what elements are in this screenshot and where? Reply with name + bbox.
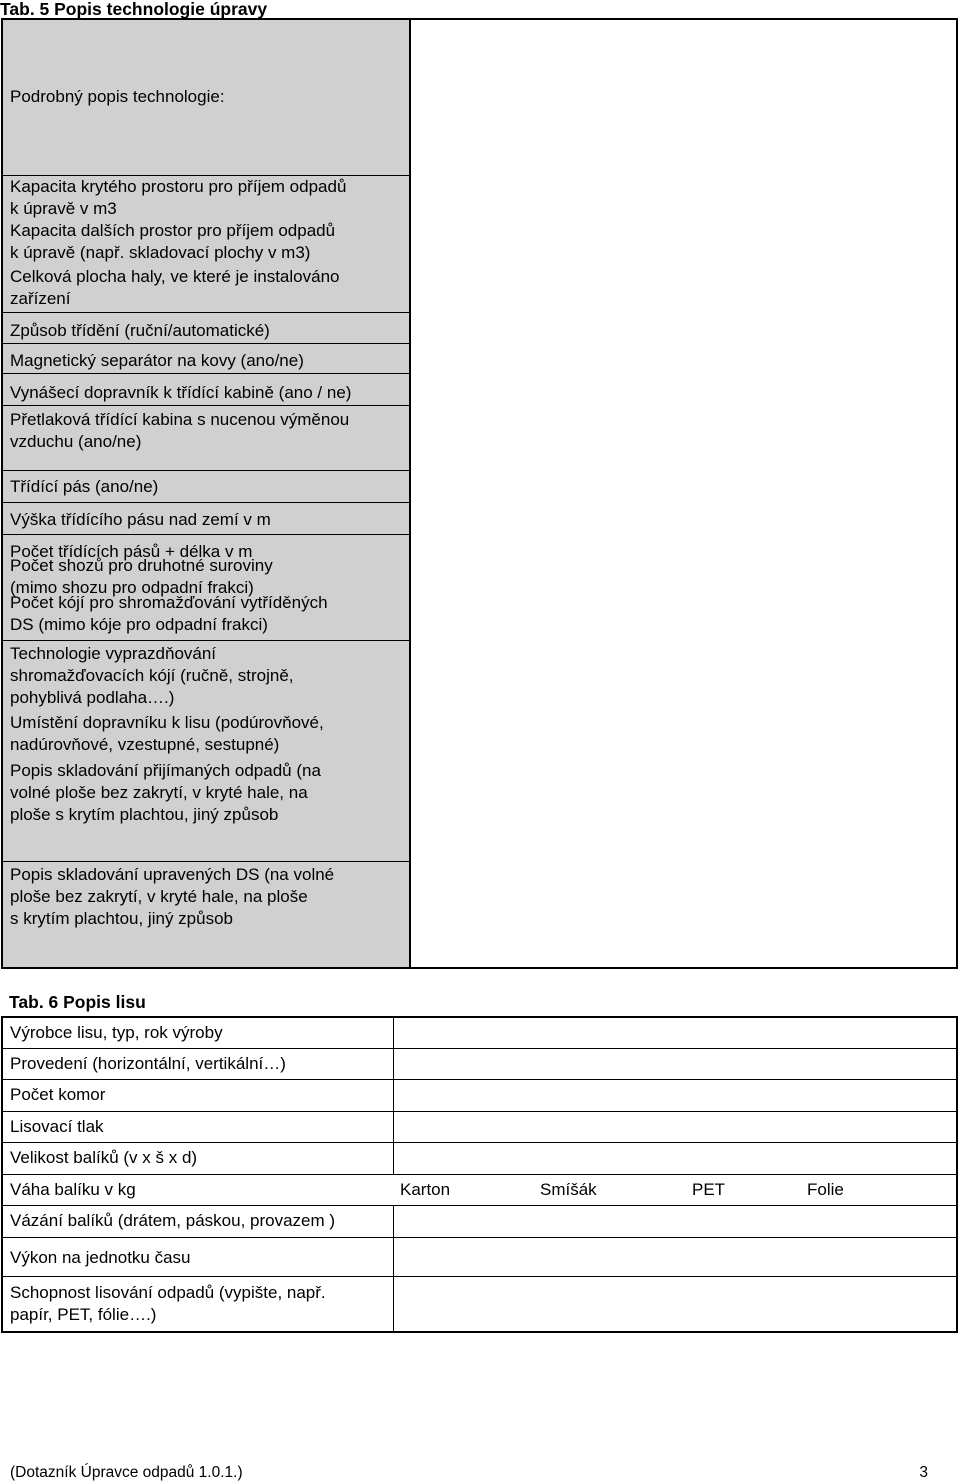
row-label: Velikost balíků (v x š x d): [10, 1148, 198, 1167]
row-label-cell: [3, 1049, 394, 1079]
table-row: [3, 406, 409, 471]
row-label: Počet kójí pro shromažďování vytříděných DS (mimo kóje pro odpadní frakci): [10, 593, 328, 634]
answer-field[interactable]: [394, 1143, 956, 1174]
row-label: Vynášecí dopravník k třídící kabině (ano / ne): [10, 383, 352, 402]
table-row: [3, 1112, 956, 1143]
table-row: [3, 1049, 956, 1080]
row-label: Přetlaková třídící kabina s nucenou výměnou vzduchu (ano/ne): [10, 410, 350, 451]
row-label: Umístění dopravníku k lisu (podúrovňové, nadúrovňové, vzestupné, sestupné): [10, 713, 324, 754]
answer-field[interactable]: [394, 1049, 956, 1079]
table-row: [3, 313, 409, 344]
table-row: [3, 264, 409, 313]
table-row: [3, 862, 409, 962]
table-row-divider: [3, 640, 409, 641]
row-label: Počet třídících pásů + délka v m: [10, 542, 253, 561]
table-row: [3, 471, 409, 503]
bale-weight-field[interactable]: [394, 1175, 956, 1205]
material-smisak: Smíšák: [540, 1180, 597, 1199]
table-row: [3, 344, 409, 374]
table-row: [3, 535, 409, 561]
row-label: Popis skladování upravených DS (na volné ploše bez zakrytí, v kryté hale, na ploše s krytím plachtou, jiný způsob: [10, 865, 335, 928]
answer-field[interactable]: [394, 1277, 956, 1331]
footer-page-number: 3: [919, 1464, 928, 1481]
row-label: Celková plocha haly, ve které je instalováno zařízení: [10, 267, 340, 308]
material-karton: Karton: [400, 1180, 451, 1199]
row-label-cell: [3, 1206, 394, 1237]
row-label-cell: [3, 1238, 394, 1276]
table-row: [3, 1143, 956, 1175]
row-label: Lisovací tlak: [10, 1117, 104, 1136]
answer-field[interactable]: [394, 1018, 956, 1048]
row-label-cell: [3, 1018, 394, 1048]
technology-label-column: [3, 20, 411, 967]
table5-title: Tab. 5 Popis technologie úpravy: [0, 0, 268, 19]
row-label: Počet shozů pro druhotné suroviny (mimo shozu pro odpadní frakci): [10, 556, 273, 597]
material-folie: Folie: [807, 1180, 844, 1199]
row-label: Váha balíku v kg: [10, 1180, 136, 1199]
table-row: [3, 1018, 956, 1049]
row-label-cell: [3, 1175, 394, 1205]
row-label: Výkon na jednotku času: [10, 1248, 191, 1267]
table-row: [3, 1277, 956, 1331]
table-row: [3, 1206, 956, 1238]
answer-field[interactable]: [394, 1112, 956, 1142]
row-label: Třídící pás (ano/ne): [10, 477, 159, 496]
table-row: [3, 374, 409, 406]
row-label: Výrobce lisu, typ, rok výroby: [10, 1023, 223, 1042]
answer-field[interactable]: [394, 1080, 956, 1111]
row-label: Technologie vyprazdňování shromažďovacích kójí (ručně, strojně, pohyblivá podlaha….): [10, 644, 294, 707]
table-row: [3, 1238, 956, 1277]
row-label-cell: [3, 1143, 394, 1174]
material-pet: PET: [692, 1180, 726, 1199]
technology-answer-field[interactable]: [411, 20, 956, 967]
row-label: Způsob třídění (ruční/automatické): [10, 321, 270, 340]
table-row: [3, 1175, 956, 1206]
row-label-cell: [3, 1112, 394, 1142]
row-label: Počet komor: [10, 1085, 106, 1104]
row-label: Magnetický separátor na kovy (ano/ne): [10, 351, 304, 370]
row-label-cell: [3, 1080, 394, 1111]
row-label: Podrobný popis technologie:: [10, 87, 225, 106]
row-label: Schopnost lisování odpadů (vypište, např. papír, PET, fólie….): [10, 1283, 326, 1324]
row-label: Provedení (horizontální, vertikální…): [10, 1054, 286, 1073]
press-table: [1, 1016, 958, 1333]
row-label: Popis skladování přijímaných odpadů (na volné ploše bez zakrytí, v kryté hale, na ploše s krytím plachtou, jiný způsob: [10, 761, 321, 824]
answer-field[interactable]: [394, 1206, 956, 1237]
table6-title: Tab. 6 Popis lisu: [9, 992, 146, 1012]
row-label: Výška třídícího pásu nad zemí v m: [10, 510, 271, 529]
footer-document-name: (Dotazník Úpravce odpadů 1.0.1.): [10, 1464, 243, 1481]
answer-field[interactable]: [394, 1238, 956, 1276]
table-row: [3, 20, 409, 176]
table-row: [3, 503, 409, 535]
row-label: Vázání balíků (drátem, páskou, provazem ): [10, 1211, 336, 1230]
table-row: [3, 1080, 956, 1112]
technology-table: [1, 18, 958, 969]
row-label: Kapacita krytého prostoru pro příjem odpadů k úpravě v m3 Kapacita dalších prostor pro příjem odpadů k úpravě (např. skladovací plochy v m3): [10, 177, 347, 262]
row-label-cell: [3, 1277, 394, 1331]
